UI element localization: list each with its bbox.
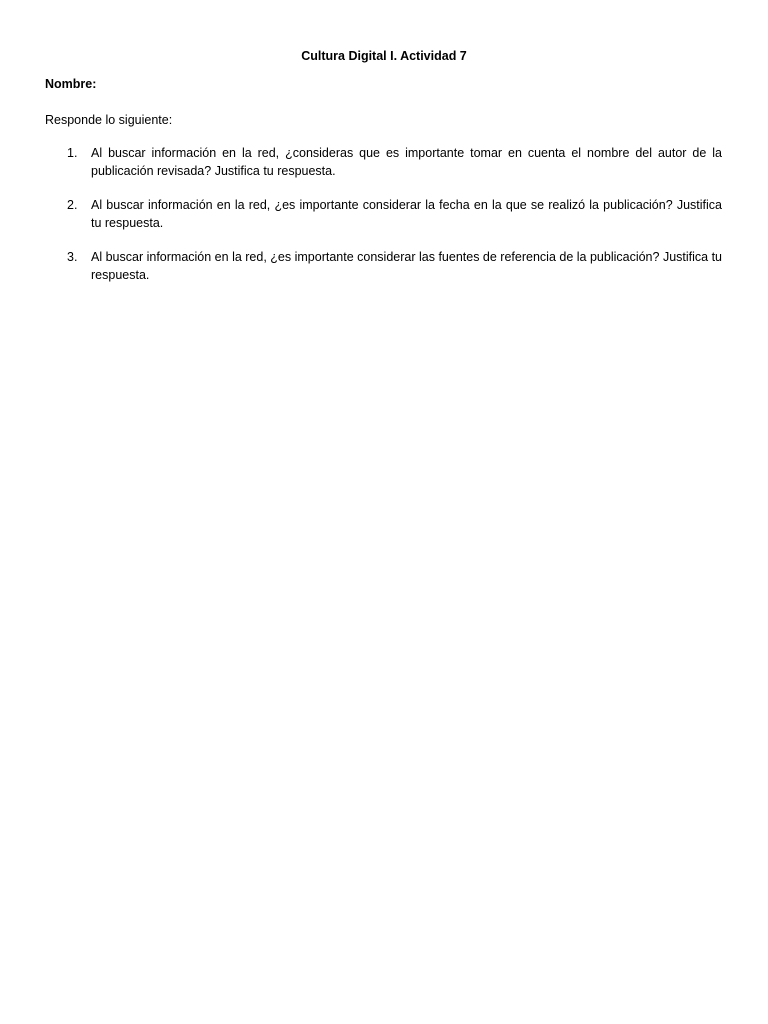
question-item-2 <box>45 197 722 232</box>
instructions-text: Responde lo siguiente: <box>45 113 173 127</box>
question-text: Al buscar información en la red, ¿es importante considerar las fuentes de referencia de la publicación? Justifica tu respuesta. <box>91 250 722 282</box>
question-text: Al buscar información en la red, ¿consideras que es importante tomar en cuenta el nombre del autor de la publicación revisada? Justifica tu respuesta. <box>91 146 722 178</box>
name-label: Nombre: <box>45 77 97 91</box>
question-number: 1. <box>67 146 78 160</box>
question-number: 2. <box>67 198 78 212</box>
question-list <box>45 145 722 301</box>
question-text: Al buscar información en la red, ¿es importante considerar la fecha en la que se realizó la publicación? Justifica tu respuesta. <box>91 198 722 230</box>
question-number: 3. <box>67 250 78 264</box>
question-item-3 <box>45 249 722 284</box>
question-item-1 <box>45 145 722 180</box>
document-title: Cultura Digital I. Actividad 7 <box>301 49 467 63</box>
